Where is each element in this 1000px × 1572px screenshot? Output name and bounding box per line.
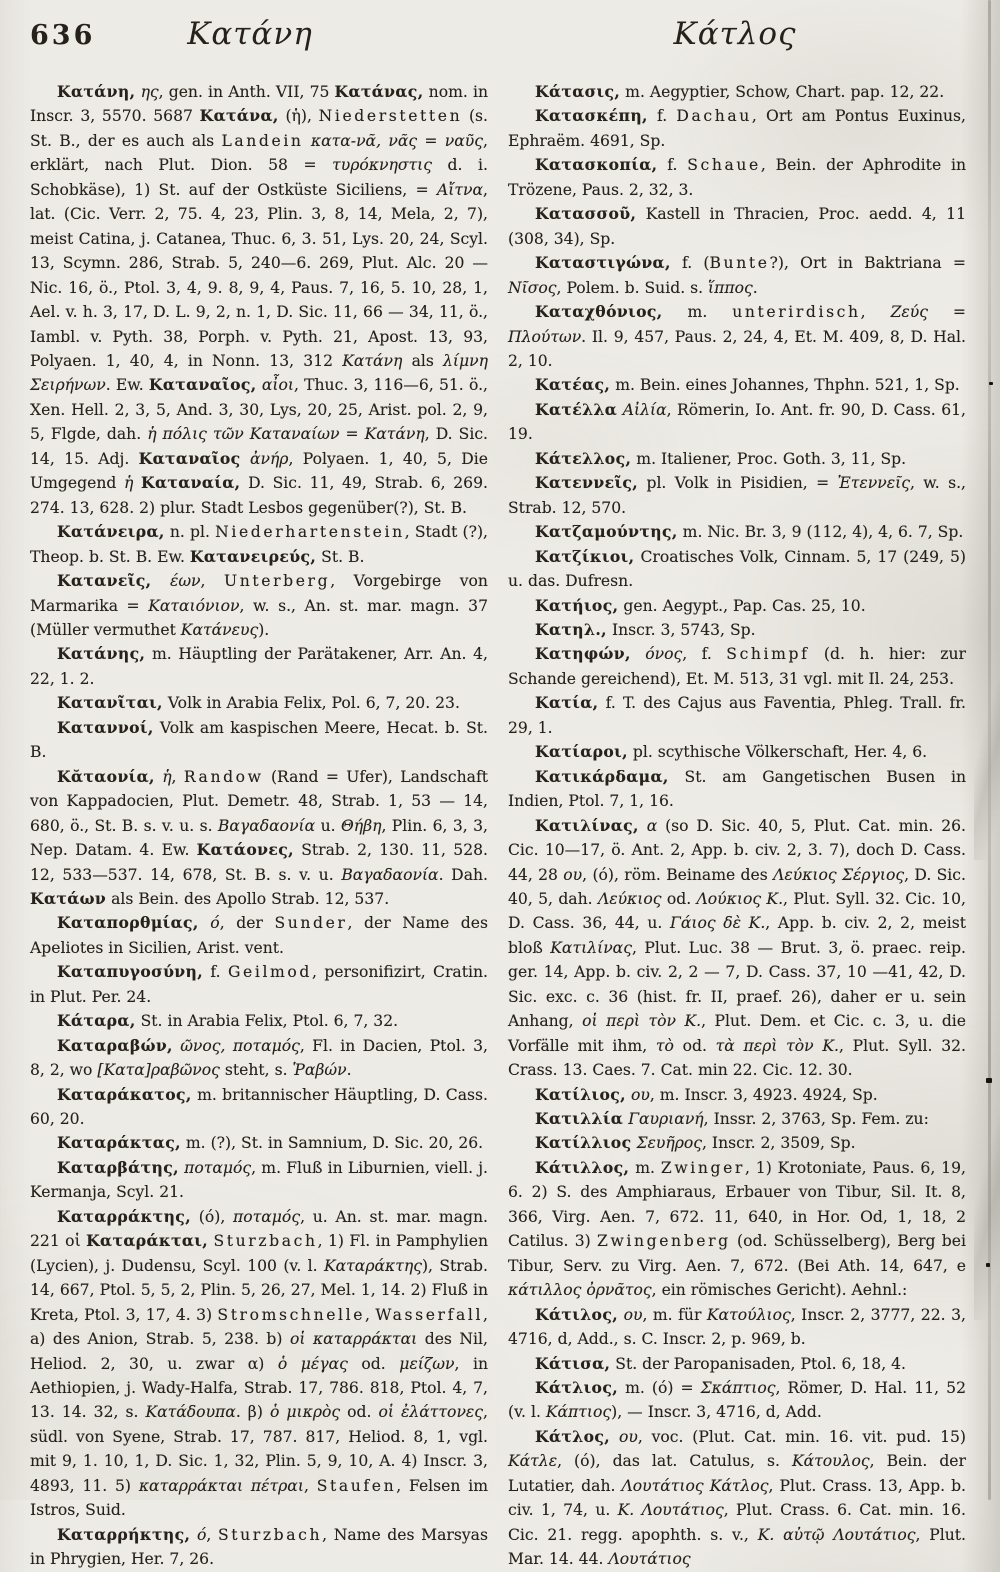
dictionary-entry: Κάταρα, St. in Arabia Felix, Ptol. 6, 7, 32. [57, 1011, 399, 1031]
dictionary-entry: Κάτλιος, m. (ό) = Σκάπτιος, Römer, D. Hal. 11, 52 (v. l. Κάπτιος), — Inscr. 3, 4716, d, Add. [508, 1378, 966, 1422]
dictionary-entry: Κατήιος, gen. Aegypt., Pap. Cas. 25, 10. [535, 595, 866, 615]
dictionary-entry: Κατίλιος, ου, m. Inscr. 3, 4923. 4924, Sp. [535, 1084, 878, 1104]
text-columns [30, 80, 966, 1572]
dictionary-entry: Καταρβάτης, ποταμός, m. Fluß in Liburnien, viell. j. Kermanja, Scyl. 21. [30, 1157, 488, 1202]
page-header [0, 14, 1000, 66]
dictionary-entry: Κατάνειρα, n. pl. Niederhartenstein, Stadt (?), Theop. b. St. B. Ew. Κατανειρεύς, St. B. [30, 522, 489, 566]
dictionary-entry: Κατηλ., Inscr. 3, 5743, Sp. [535, 619, 756, 639]
dictionary-entry: Καταπορθμίας, ό, der Sunder, der Name des Apeliotes in Sicilien, Arist. vent. [30, 913, 488, 957]
dictionary-entry: Κατηφών, όνος, f. Schimpf (d. h. hier: zur Schande gereichend), Et. M. 513, 31 vgl. mit Il. 24, 253. [508, 644, 966, 688]
dictionary-entry: Κατζαμούντης, m. Nic. Br. 3, 9 (112, 4), 4, 6. 7, Sp. [535, 522, 964, 542]
dictionary-entry: Κατζίκιοι, Croatisches Volk, Cinnam. 5, 17 (249, 5) u. das. Dufresn. [508, 546, 966, 591]
dictionary-entry: Καταννοί, Volk am kaspischen Meere, Hecat. b. St. B. [30, 717, 488, 762]
dictionary-entry: Κατασσοῦ, Kastell in Thracien, Proc. aedd. 4, 11 (308, 34), Sp. [508, 204, 966, 248]
dictionary-entry: Καταστιγώνα, f. (Bunte?), Ort in Baktriana = Νῖσος, Polem. b. Suid. s. ἵππος. [508, 253, 966, 297]
dictionary-entry: Κάτασις, m. Aegyptier, Schow, Chart. pap. 12, 22. [535, 82, 945, 101]
page-number: 636 [30, 20, 96, 51]
dictionary-entry: Κᾰταονία, ἡ, Randow (Rand = Ufer), Landschaft von Kappadocien, Plut. Demetr. 48, Strab. 1, 53 — 14, 680, ö., St. B. s. v. u. s. Βαγαδαονία u. Θήβη, Plin. 6, 3, 3, Nep. Datam. 4. Ew. Κατάονες, Strab. 2, 130. 11, 528. 12, 533—537. 14, 678, St. B. s. v. u. Βαγαδαονία. Dah. Κατάων als Bein. des Apollo Strab. 12, 537. [30, 766, 489, 908]
dictionary-entry: Καταράκτας, m. (?), St. in Samnium, D. Sic. 20, 26. [57, 1133, 484, 1153]
column-right [508, 80, 966, 1572]
scan-fold-shadow [974, 1060, 1000, 1320]
scan-speck-artifact [986, 1078, 992, 1083]
dictionary-entry: Καταπυγοσύνη, f. Geilmod, personifizirt, Cratin. in Plut. Per. 24. [30, 962, 488, 1006]
dictionary-entry: Κατιλίνας, α (so D. Sic. 40, 5, Plut. Cat. min. 26. Cic. 10—17, ö. Ant. 2, App. b. civ. 2, 3. 7), doch D. Cass. 44, 28 ου, (ό), röm. Beiname des Λεύκιος Σέργιος, D. Sic. 40, 5, dah. Λεύκιος od. Λούκιος Κ., Plut. Syll. 32. Cic. 10, D. Cass. 36, 44, u. Γάιος δὲ Κ., App. b. civ. 2, 2, meist bloß Κατιλίνας, Plut. Luc. 38 — Brut. 3, ö. praec. reip. ger. 14, App. b. civ. 2, 2 — 7, D. Cass. 37, 10 —41, 42, D. Sic. exc. c. 36 (hist. fr. II, praef. 26), daher er u. sein Anhang, οἱ περὶ τὸν Κ., Plut. Dem. et Cic. c. 3, u. die Vorfälle mit ihm, τὸ od. τὰ περὶ τὸν Κ., Plut. Syll. 32. Crass. 13. Caes. 7. Cat. min 22. Cic. 12. 30. [508, 815, 967, 1080]
dictionary-entry: Κατικάρδαμα, St. am Gangetischen Busen in Indien, Ptol. 7, 1, 16. [508, 766, 966, 811]
dictionary-entry: Κάτισα, St. der Paropanisaden, Ptol. 6, 18, 4. [535, 1353, 906, 1373]
dictionary-entry: Καταραβών, ῶνος, ποταμός, Fl. in Dacien, Ptol. 3, 8, 2, wo [Κατα]ραβῶνος steht, s. Ῥαβών. [30, 1035, 488, 1080]
dictionary-entry: Κατασκοπία, f. Schaue, Bein. der Aphrodite in Trözene, Paus. 2, 32, 3. [508, 155, 967, 199]
dictionary-entry: Κατέας, m. Bein. eines Johannes, Thphn. 521, 1, Sp. [535, 375, 960, 395]
dictionary-entry: Κατεννεῖς, pl. Volk in Pisidien, = Ἐτεννεῖς, w. s., Strab. 12, 570. [508, 473, 966, 517]
column-left [30, 80, 488, 1572]
dictionary-entry: Καταρρήκτης, ό, Sturzbach, Name des Marsyas in Phrygien, Her. 7, 26. [30, 1524, 488, 1569]
scan-fold-shadow [974, 640, 1000, 860]
dictionary-entry: Κατίλλιος Σευῆρος, Inscr. 2, 3509, Sp. [535, 1133, 856, 1153]
running-head-left: Κατάνη [187, 16, 313, 52]
dictionary-entry: Κατιλλία Γαυριανή, Inssr. 2, 3763, Sp. Fem. zu: [535, 1109, 929, 1129]
dictionary-entry: Κατέλλα Αἰλία, Römerin, Io. Ant. fr. 90, D. Cass. 61, 19. [508, 399, 966, 444]
dictionary-entry: Καταρράκτης, (ό), ποταμός, u. An. st. mar. magn. 221 οἱ Καταράκται, Sturzbach, 1) Fl. in Pamphylien (Lycien), j. Dudensu, Scyl. 100 (v. l. Καταράκτης), Strab. 14, 667, Ptol. 5, 5, 2, Plin. 5, 26, 27, Mel. 1, 14. 2) Fluß in Kreta, Ptol. 3, 17, 4. 3) Stromschnelle, Wasserfall, a) des Anion, Strab. 5, 238. b) οἱ καταρράκται des Nil, Heliod. 2, 30, u. zwar α) ὁ μέγας od. μείζων, in Aethiopien, j. Wady-Halfa, Strab. 17, 786. 818, Ptol. 4, 7, 13. 14. 32, s. Κατάδουπα. β) ὁ μικρὸς od. οἱ ἐλάττονες, südl. von Syene, Strab. 17, 787. 817, Heliod. 8, 1, vgl. mit 9, 1. 10, 1, D. Sic. 1, 32, Plin. 5, 9, 10, A. 4) Inscr. 3, 4893, 11. 5) καταρράκται πέτραι, Staufen, Felsen im Istros, Suid. [30, 1206, 488, 1520]
dictionary-entry: Κάτλος, ου, voc. (Plut. Cat. min. 16. vit. pud. 15) Κάτλε, (ό), das lat. Catulus, s. Κάτουλος, Bein. der Lutatier, dah. Λουτάτιος Κάτλος, Plut. Crass. 13, App. b. civ. 1, 74, u. Κ. Λουτάτιος, Plut. Crass. 6. Cat. min. 16. Cic. 21. regg. apophth. s. v., Κ. αὐτῷ Λουτάτιος, Plut. Mar. 14. 44. Λουτάτιος [508, 1426, 967, 1569]
dictionary-entry: Κάτελλος, m. Italiener, Proc. Goth. 3, 11, Sp. [535, 448, 907, 468]
scan-speck-artifact [989, 382, 993, 385]
dictionary-entry: Κατία, f. T. des Cajus aus Faventia, Phleg. Trall. fr. 29, 1. [508, 693, 966, 737]
scan-speck-artifact [986, 1263, 990, 1267]
dictionary-entry: Κάτιλλος, m. Zwinger, 1) Krotoniate, Paus. 6, 19, 6. 2) S. des Amphiaraus, Erbauer von Tibur, Sil. It. 8, 366, Virg. Aen. 7, 672. 11, 640, in Hor. Od, 1, 18, 2 Catilus. 3) Zwingenberg (od. Schüsselberg), Berg bei Tibur, Serv. zu Virg. Aen. 7, 672. (Bei Ath. 14, 647, e κάτιλλος ὀρνᾶτος, ein römisches Gericht). Aehnl.: [508, 1157, 966, 1300]
dictionary-entry: Κατάνη, ης, gen. in Anth. VII, 75 Κατάνας, nom. in Inscr. 3, 5570. 5687 Κατάνα, (ἡ), Niederstetten (s. St. B., der es auch als Landein κατα-νᾶ, νᾶς = ναῦς, erklärt, nach Plut. Dion. 58 = τυρόκνηστις d. i. Schobkäse), 1) St. auf der Ostküste Siciliens, = Αἴτνα, lat. (Cic. Verr. 2, 75. 4, 23, Plin. 3, 8, 14, Mela, 2, 7), meist Catina, j. Catanea, Thuc. 6, 3. 51, Lys. 20, 24, Scyl. 13, Scymn. 286, Strab. 5, 240—6. 269, Plut. Alc. 20 — Nic. 16, ö., Ptol. 3, 4, 9. 8, 9, 4, Paus. 7, 16, 5. 10, 28, 1, Ael. v. h. 3, 17, D. L. 9, 2, n. 1, D. Sic. 11, 66 — 34, 11, ö., Iambl. v. Pyth. 38, Porph. v. Pyth. 21, Apost. 13, 93, Polyaen. 1, 40, 4, in Nonn. 13, 312 Κατάνη als λίμνη Σειρήνων. Ew. Καταναῖος, αἶοι, Thuc. 3, 116—6, 51. ö., Xen. Hell. 2, 3, 5, And. 3, 30, Lys, 20, 25, Arist. pol. 2, 9, 5, Flgde, dah. ἡ πόλις τῶν Καταναίων = Κατάνη, D. Sic. 14, 15. Adj. Καταναῖος ἀνήρ, Polyaen. 1, 40, 5, Die Umgegend ἡ Καταναία, D. Sic. 11, 49, Strab. 6, 269. 274. 13, 628. 2) plur. Stadt Lesbos gegenüber(?), St. B. [30, 82, 489, 517]
dictionary-entry: Κατάνης, m. Häuptling der Parätakener, Arr. An. 4, 22, 1. 2. [30, 644, 488, 688]
dictionary-entry: Κατίαροι, pl. scythische Völkerschaft, Her. 4, 6. [535, 742, 928, 762]
dictionary-entry: Καταράκατος, m. britannischer Häuptling, D. Cass. 60, 20. [30, 1084, 488, 1129]
running-head-right: Κάτλος [673, 16, 797, 52]
dictionary-entry: Κατανῖται, Volk in Arabia Felix, Pol. 6, 7, 20. 23. [57, 693, 460, 713]
dictionary-entry: Καταχθόνιος, m. unterirdisch, Ζεύς = Πλούτων. Il. 9, 457, Paus. 2, 24, 4, Et. M. 409, 8, D. Hal. 2, 10. [508, 302, 966, 370]
dictionary-entry: Κατανεῖς, έων, Unterberg, Vorgebirge von Marmarika = Καταιόνιον, w. s., An. st. mar. magn. 37 (Müller vermuthet Κατάνευς). [30, 571, 489, 639]
dictionary-entry: Κατασκέπη, f. Dachau, Ort am Pontus Euxinus, Ephraëm. 4691, Sp. [508, 106, 966, 150]
dictionary-entry: Κάτιλος, ου, m. für Κατούλιος, Inscr. 2, 3777, 22. 3, 4716, d, Add., s. C. Inscr. 2, p. 969, b. [508, 1304, 966, 1349]
